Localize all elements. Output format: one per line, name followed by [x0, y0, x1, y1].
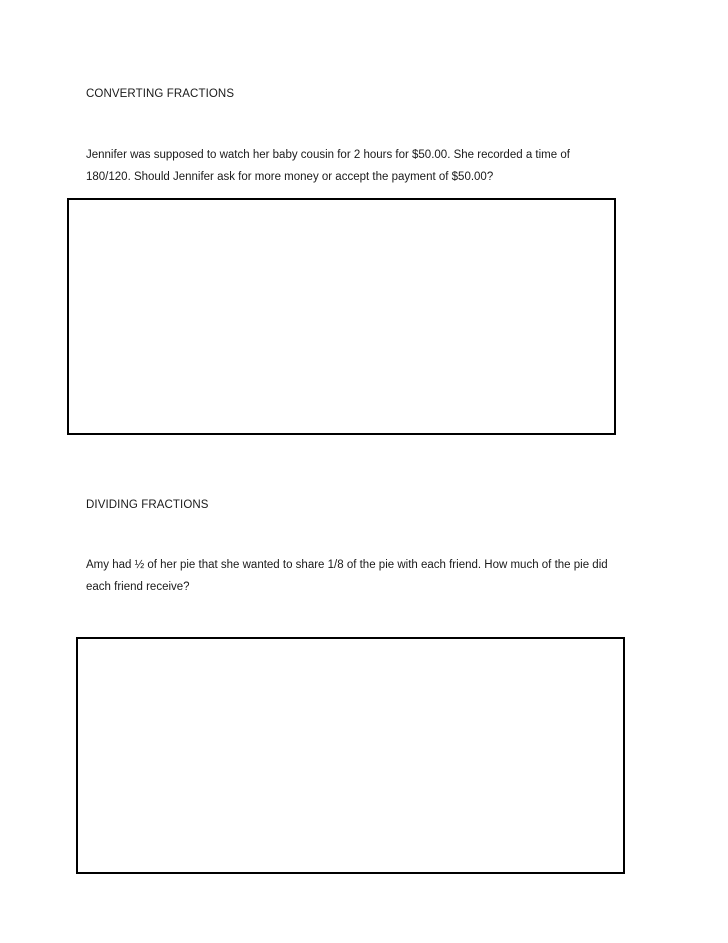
problem-line: Jennifer was supposed to watch her baby cousin for 2 hours for $50.00. She recorded a time of: [86, 149, 570, 161]
word-problem-converting-fractions: [86, 144, 666, 188]
word-problem-dividing-fractions: [86, 554, 666, 598]
answer-box-dividing-fractions[interactable]: [76, 637, 625, 874]
section-heading-converting-fractions: CONVERTING FRACTIONS: [86, 88, 235, 100]
answer-box-converting-fractions[interactable]: [67, 198, 616, 435]
problem-line: each friend receive?: [86, 581, 190, 593]
section-heading-dividing-fractions: DIVIDING FRACTIONS: [86, 499, 209, 511]
problem-line: Amy had ½ of her pie that she wanted to share 1/8 of the pie with each friend. How much of the pie did: [86, 559, 608, 571]
problem-line: 180/120. Should Jennifer ask for more money or accept the payment of $50.00?: [86, 171, 494, 183]
